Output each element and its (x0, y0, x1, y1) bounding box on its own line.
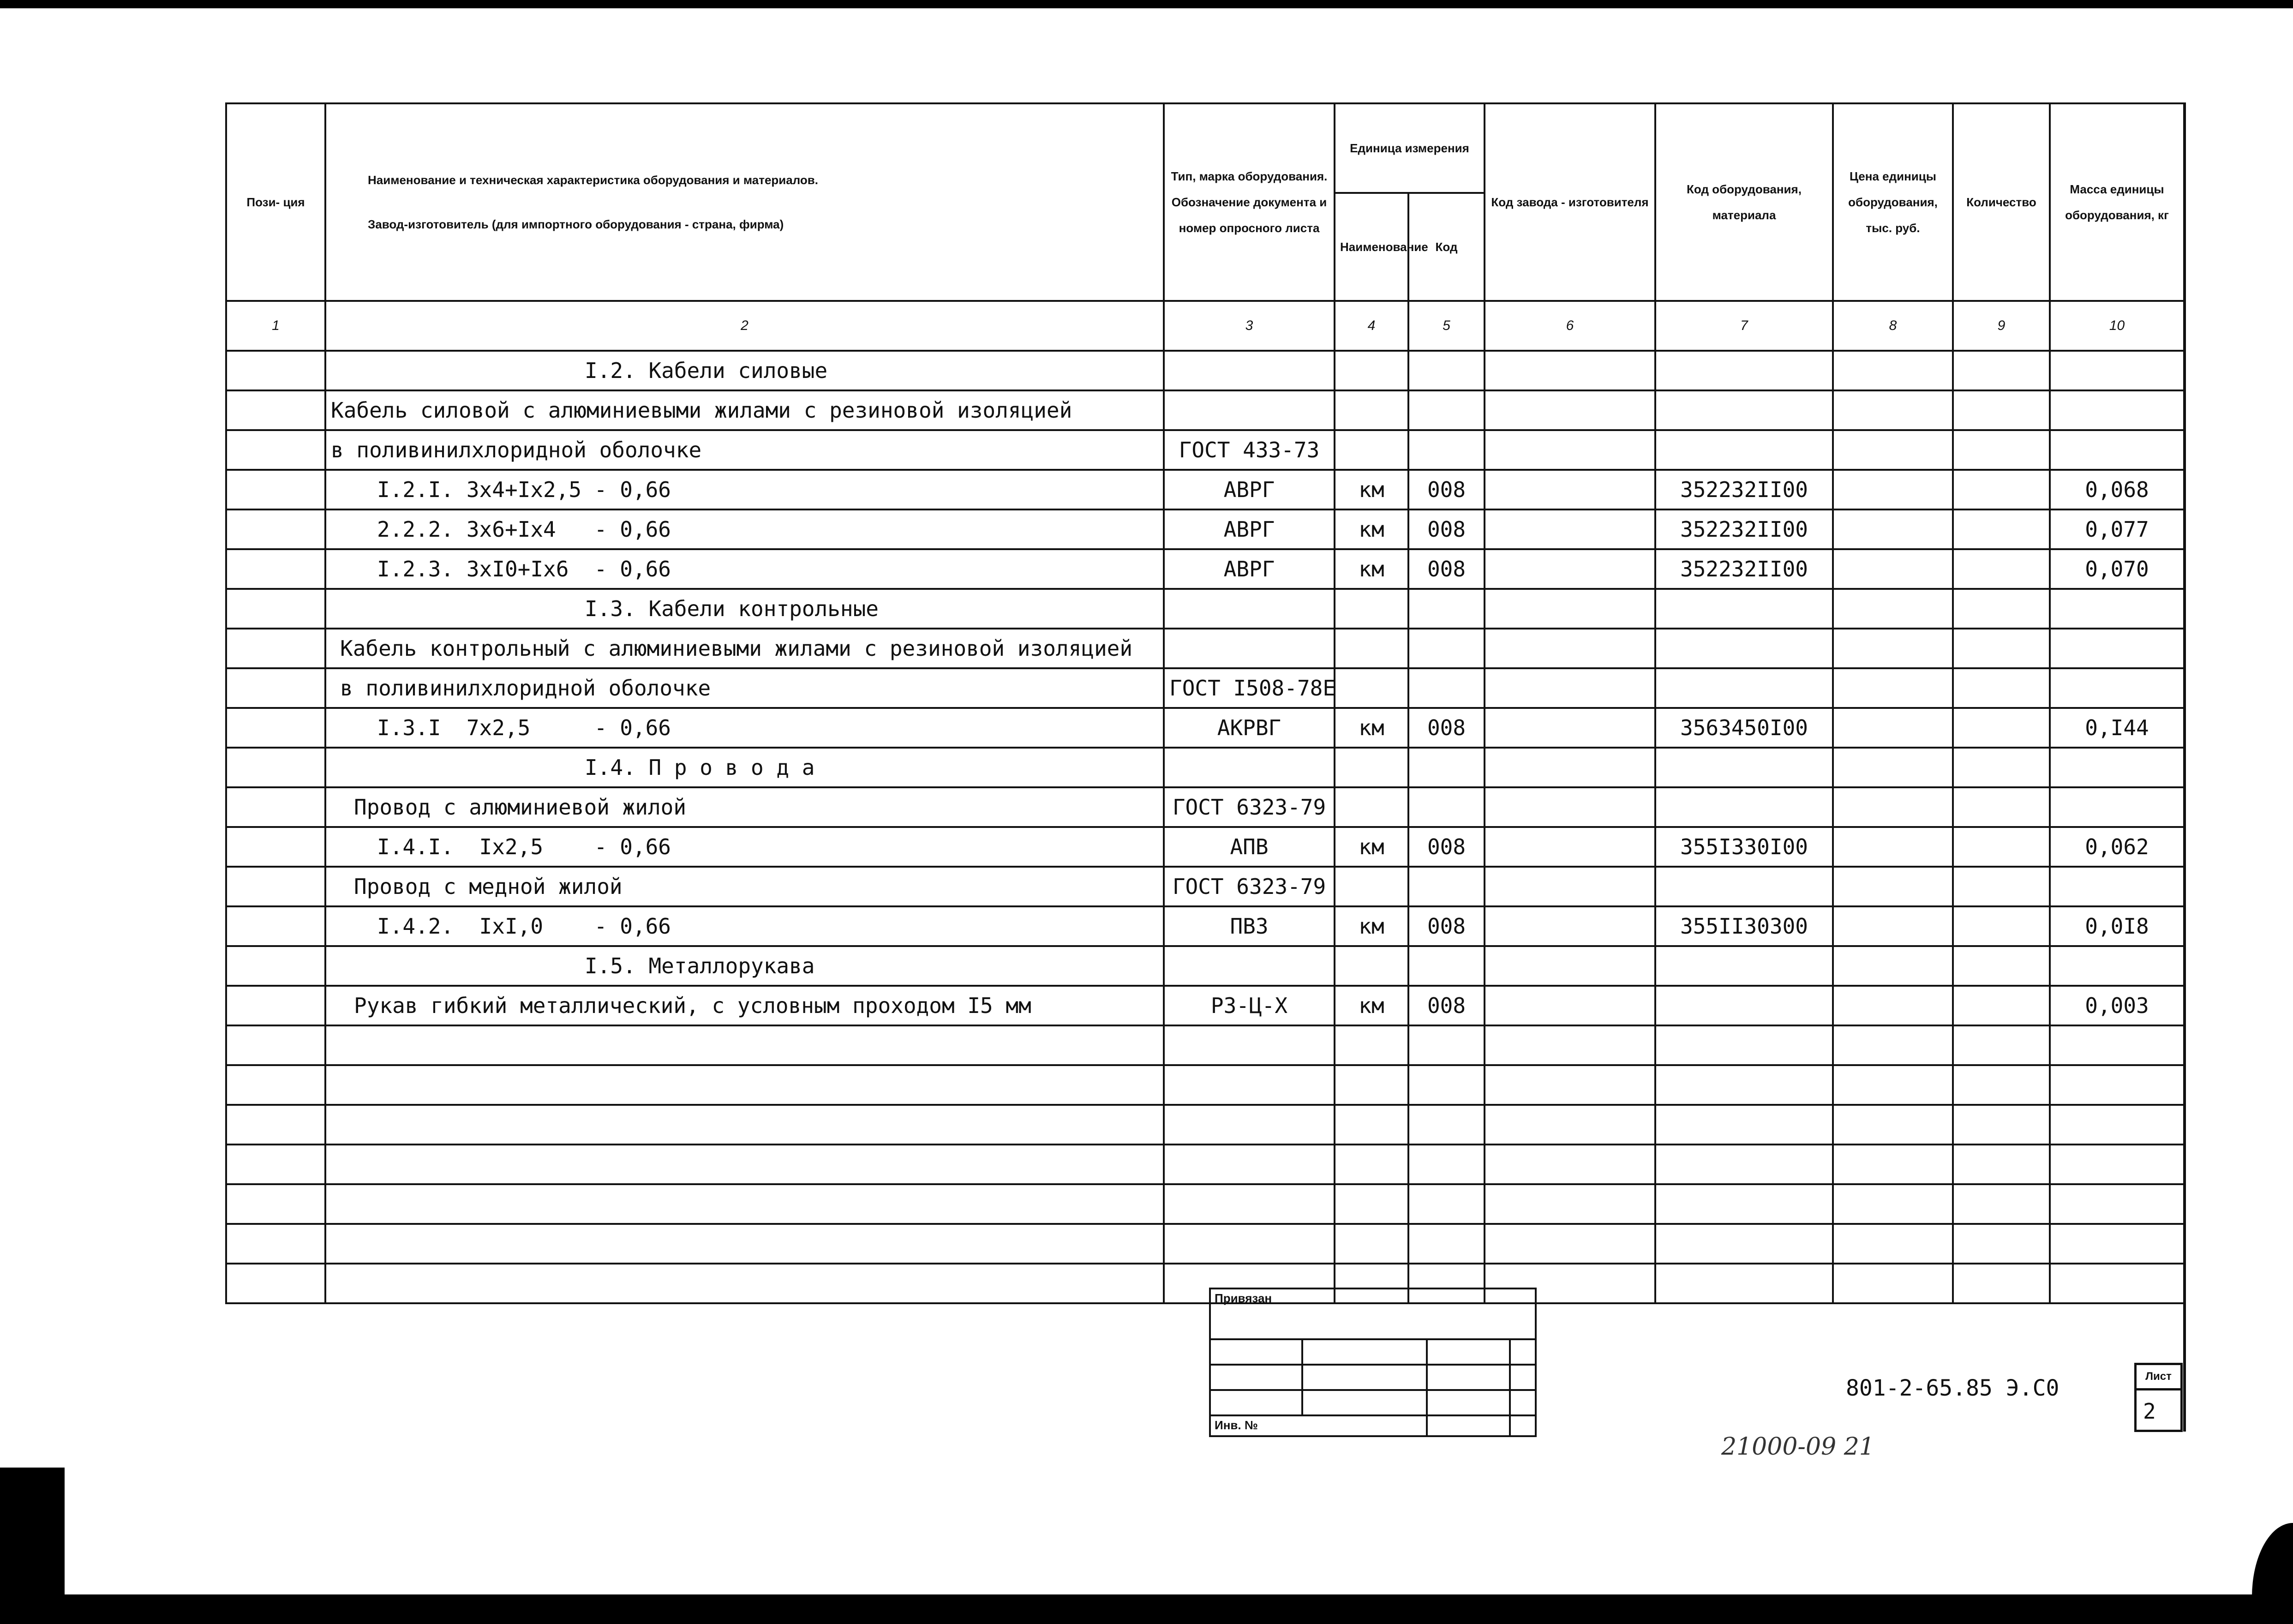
table-row (226, 390, 2184, 430)
empty-row (226, 1025, 2184, 1065)
cell-type (1164, 351, 1335, 390)
cell-position (226, 867, 325, 906)
header-price: Цена единицы оборудования, тыс. руб. (1833, 103, 1953, 301)
empty-row (226, 1184, 2184, 1224)
empty-row (226, 1264, 2184, 1303)
cell-position (226, 390, 325, 430)
cell-qty (1953, 787, 2050, 827)
cell-name: Провод с медной жилой (325, 867, 1164, 906)
cell-equip: 355I330I00 (1655, 827, 1833, 867)
scan-corner (2252, 1523, 2293, 1597)
cell-equip: 352232II00 (1655, 509, 1833, 549)
table-row (226, 351, 2184, 390)
header-equipment-code: Код оборудования, материала (1655, 103, 1833, 301)
empty-row (226, 1145, 2184, 1184)
cell-price (1833, 629, 1953, 668)
cell-code: 008 (1408, 509, 1485, 549)
cell-type: ГОСТ 6323-79 (1164, 867, 1335, 906)
cell-price (1833, 509, 1953, 549)
column-number: 6 (1485, 301, 1655, 351)
column-number: 2 (325, 301, 1164, 351)
cell-unit (1335, 668, 1408, 708)
cell-plant (1485, 430, 1655, 470)
cell-name: Провод с алюминиевой жилой (325, 787, 1164, 827)
stamp-approved-label: Привязан (1210, 1288, 1536, 1339)
header-name (325, 103, 1164, 301)
cell-name: I.2.3. 3хI0+Iх6 - 0,66 (325, 549, 1164, 589)
cell-equip (1655, 351, 1833, 390)
cell-plant (1485, 946, 1655, 986)
table-row (226, 589, 2184, 629)
cell-mass: 0,077 (2050, 509, 2184, 549)
cell-unit: км (1335, 906, 1408, 946)
cell-unit (1335, 867, 1408, 906)
cell-position (226, 509, 325, 549)
cell-mass (2050, 748, 2184, 787)
empty-row (226, 1105, 2184, 1145)
cell-plant (1485, 708, 1655, 748)
header-name-line2: Завод-изготовитель (для импортного оборудования - страна, фирма) (368, 217, 784, 231)
cell-position (226, 827, 325, 867)
cell-equip: 355II30300 (1655, 906, 1833, 946)
cell-qty (1953, 906, 2050, 946)
cell-code: 008 (1408, 549, 1485, 589)
cell-price (1833, 748, 1953, 787)
table-row (226, 708, 2184, 748)
column-number: 3 (1164, 301, 1335, 351)
cell-code (1408, 946, 1485, 986)
cell-price (1833, 787, 1953, 827)
cell-mass (2050, 668, 2184, 708)
cell-price (1833, 986, 1953, 1025)
cell-position (226, 708, 325, 748)
cell-qty (1953, 946, 2050, 986)
cell-type: ПВЗ (1164, 906, 1335, 946)
cell-code: 008 (1408, 708, 1485, 748)
cell-mass (2050, 390, 2184, 430)
cell-plant (1485, 629, 1655, 668)
cell-plant (1485, 867, 1655, 906)
column-number: 1 (226, 301, 325, 351)
header-plant-code: Код завода - изготовителя (1485, 103, 1655, 301)
cell-mass (2050, 589, 2184, 629)
cell-equip (1655, 668, 1833, 708)
cell-type: РЗ-Ц-Х (1164, 986, 1335, 1025)
cell-code (1408, 589, 1485, 629)
cell-name: I.3.I 7х2,5 - 0,66 (325, 708, 1164, 748)
sheet-box (2134, 1363, 2183, 1432)
scan-edge-bottom (0, 1594, 2293, 1624)
specification-table (225, 102, 2185, 1304)
table-row (226, 549, 2184, 589)
cell-type (1164, 946, 1335, 986)
cell-type: АПВ (1164, 827, 1335, 867)
cell-equip (1655, 787, 1833, 827)
cell-qty (1953, 589, 2050, 629)
cell-code (1408, 867, 1485, 906)
column-number: 7 (1655, 301, 1833, 351)
cell-unit: км (1335, 827, 1408, 867)
table-row (226, 867, 2184, 906)
cell-type: ГОСТ 433-73 (1164, 430, 1335, 470)
cell-qty (1953, 748, 2050, 787)
cell-position (226, 986, 325, 1025)
cell-plant (1485, 787, 1655, 827)
empty-row (226, 1065, 2184, 1105)
cell-position (226, 748, 325, 787)
cell-unit: км (1335, 708, 1408, 748)
cell-unit (1335, 946, 1408, 986)
table-row (226, 946, 2184, 986)
cell-unit: км (1335, 549, 1408, 589)
table-row (226, 986, 2184, 1025)
column-number-row (226, 301, 2184, 351)
cell-type (1164, 390, 1335, 430)
cell-plant (1485, 827, 1655, 867)
cell-plant (1485, 390, 1655, 430)
cell-price (1833, 430, 1953, 470)
frame-right-line (2183, 102, 2186, 1432)
cell-unit (1335, 629, 1408, 668)
cell-unit (1335, 787, 1408, 827)
cell-unit (1335, 589, 1408, 629)
empty-row (226, 1224, 2184, 1264)
cell-name: I.2.I. 3х4+Iх2,5 - 0,66 (325, 470, 1164, 509)
cell-unit (1335, 351, 1408, 390)
column-number: 10 (2050, 301, 2184, 351)
cell-qty (1953, 867, 2050, 906)
cell-code: 008 (1408, 470, 1485, 509)
cell-position (226, 549, 325, 589)
cell-mass (2050, 946, 2184, 986)
cell-unit: км (1335, 986, 1408, 1025)
cell-position (226, 470, 325, 509)
cell-type (1164, 589, 1335, 629)
cell-mass: 0,003 (2050, 986, 2184, 1025)
cell-price (1833, 668, 1953, 708)
cell-name: I.4. П р о в о д а (325, 748, 1164, 787)
cell-equip: 3563450I00 (1655, 708, 1833, 748)
sheet-label: Лист (2137, 1365, 2180, 1390)
cell-equip (1655, 390, 1833, 430)
cell-type: АВРГ (1164, 549, 1335, 589)
header-unit-code: Код (1408, 193, 1485, 301)
cell-type (1164, 748, 1335, 787)
cell-type: АКРВГ (1164, 708, 1335, 748)
cell-name: I.5. Металлорукава (325, 946, 1164, 986)
cell-mass: 0,070 (2050, 549, 2184, 589)
cell-position (226, 906, 325, 946)
cell-code: 008 (1408, 906, 1485, 946)
cell-price (1833, 589, 1953, 629)
table-row (226, 787, 2184, 827)
stamp-inv-label: Инв. № (1210, 1415, 1427, 1436)
cell-plant (1485, 470, 1655, 509)
cell-name: в поливинилхлоридной оболочке (325, 430, 1164, 470)
header-unit-name: Наименование (1335, 193, 1408, 301)
cell-name: I.3. Кабели контрольные (325, 589, 1164, 629)
cell-code: 008 (1408, 986, 1485, 1025)
cell-position (226, 668, 325, 708)
cell-equip (1655, 867, 1833, 906)
cell-equip (1655, 589, 1833, 629)
cell-position (226, 589, 325, 629)
cell-plant (1485, 748, 1655, 787)
cell-equip (1655, 986, 1833, 1025)
cell-code (1408, 748, 1485, 787)
cell-plant (1485, 668, 1655, 708)
column-number: 8 (1833, 301, 1953, 351)
cell-qty (1953, 470, 2050, 509)
cell-mass (2050, 787, 2184, 827)
cell-qty (1953, 986, 2050, 1025)
header-name-line1: Наименование и техническая характеристика оборудования и материалов. (368, 173, 819, 187)
header-mass: Масса единицы оборудования, кг (2050, 103, 2184, 301)
cell-code (1408, 390, 1485, 430)
column-number: 5 (1408, 301, 1485, 351)
cell-mass (2050, 430, 2184, 470)
column-number: 9 (1953, 301, 2050, 351)
cell-position (226, 787, 325, 827)
header-type: Тип, марка оборудования. Обозначение документа и номер опросного листа (1164, 103, 1335, 301)
cell-plant (1485, 986, 1655, 1025)
cell-mass (2050, 867, 2184, 906)
cell-mass: 0,068 (2050, 470, 2184, 509)
table-row (226, 629, 2184, 668)
cell-qty (1953, 708, 2050, 748)
cell-qty (1953, 509, 2050, 549)
cell-price (1833, 827, 1953, 867)
cell-name: Кабель силовой с алюминиевыми жилами с резиновой изоляцией (325, 390, 1164, 430)
cell-qty (1953, 351, 2050, 390)
cell-code (1408, 351, 1485, 390)
approval-stamp (1209, 1288, 1537, 1435)
cell-name: I.4.2. IхI,0 - 0,66 (325, 906, 1164, 946)
cell-code: 008 (1408, 827, 1485, 867)
cell-unit: км (1335, 509, 1408, 549)
cell-equip (1655, 946, 1833, 986)
archive-number: 21000-09 21 (1721, 1433, 1874, 1461)
cell-name: Рукав гибкий металлический, с условным проходом I5 мм (325, 986, 1164, 1025)
cell-position (226, 946, 325, 986)
cell-mass (2050, 351, 2184, 390)
cell-mass: 0,0I8 (2050, 906, 2184, 946)
table-row (226, 906, 2184, 946)
cell-equip (1655, 629, 1833, 668)
table-row (226, 668, 2184, 708)
table-row (226, 509, 2184, 549)
table-row (226, 470, 2184, 509)
cell-position (226, 430, 325, 470)
scan-edge-left (0, 1468, 65, 1597)
cell-mass: 0,I44 (2050, 708, 2184, 748)
cell-plant (1485, 351, 1655, 390)
cell-price (1833, 549, 1953, 589)
cell-code (1408, 430, 1485, 470)
cell-unit (1335, 430, 1408, 470)
cell-qty (1953, 430, 2050, 470)
cell-price (1833, 351, 1953, 390)
cell-price (1833, 470, 1953, 509)
table-row (226, 827, 2184, 867)
cell-equip: 352232II00 (1655, 549, 1833, 589)
cell-equip (1655, 748, 1833, 787)
cell-type (1164, 629, 1335, 668)
document-code: 801-2-65.85 Э.С0 (1846, 1375, 2060, 1401)
cell-unit (1335, 390, 1408, 430)
cell-name: 2.2.2. 3х6+Iх4 - 0,66 (325, 509, 1164, 549)
cell-type: ГОСТ 6323-79 (1164, 787, 1335, 827)
cell-position (226, 629, 325, 668)
cell-position (226, 351, 325, 390)
cell-qty (1953, 668, 2050, 708)
cell-code (1408, 629, 1485, 668)
scan-edge-top (0, 0, 2293, 8)
cell-qty (1953, 629, 2050, 668)
cell-type: ГОСТ I508-78Е (1164, 668, 1335, 708)
cell-name: I.2. Кабели силовые (325, 351, 1164, 390)
cell-equip (1655, 430, 1833, 470)
cell-plant (1485, 906, 1655, 946)
cell-qty (1953, 390, 2050, 430)
header-unit: Единица измерения (1335, 103, 1485, 193)
cell-code (1408, 668, 1485, 708)
cell-price (1833, 867, 1953, 906)
cell-price (1833, 708, 1953, 748)
cell-type: АВРГ (1164, 509, 1335, 549)
table-row (226, 430, 2184, 470)
column-number: 4 (1335, 301, 1408, 351)
cell-plant (1485, 509, 1655, 549)
cell-unit: км (1335, 470, 1408, 509)
cell-qty (1953, 549, 2050, 589)
cell-mass: 0,062 (2050, 827, 2184, 867)
cell-price (1833, 946, 1953, 986)
cell-plant (1485, 589, 1655, 629)
cell-type: АВРГ (1164, 470, 1335, 509)
header-position: Пози- ция (226, 103, 325, 301)
cell-name: в поливинилхлоридной оболочке (325, 668, 1164, 708)
sheet-number: 2 (2143, 1399, 2156, 1424)
cell-name: I.4.I. Iх2,5 - 0,66 (325, 827, 1164, 867)
cell-price (1833, 906, 1953, 946)
cell-price (1833, 390, 1953, 430)
cell-unit (1335, 748, 1408, 787)
cell-plant (1485, 549, 1655, 589)
cell-mass (2050, 629, 2184, 668)
cell-name: Кабель контрольный с алюминиевыми жилами с резиновой изоляцией (325, 629, 1164, 668)
cell-equip: 352232II00 (1655, 470, 1833, 509)
cell-qty (1953, 827, 2050, 867)
header-quantity: Количество (1953, 103, 2050, 301)
table-row (226, 748, 2184, 787)
cell-code (1408, 787, 1485, 827)
